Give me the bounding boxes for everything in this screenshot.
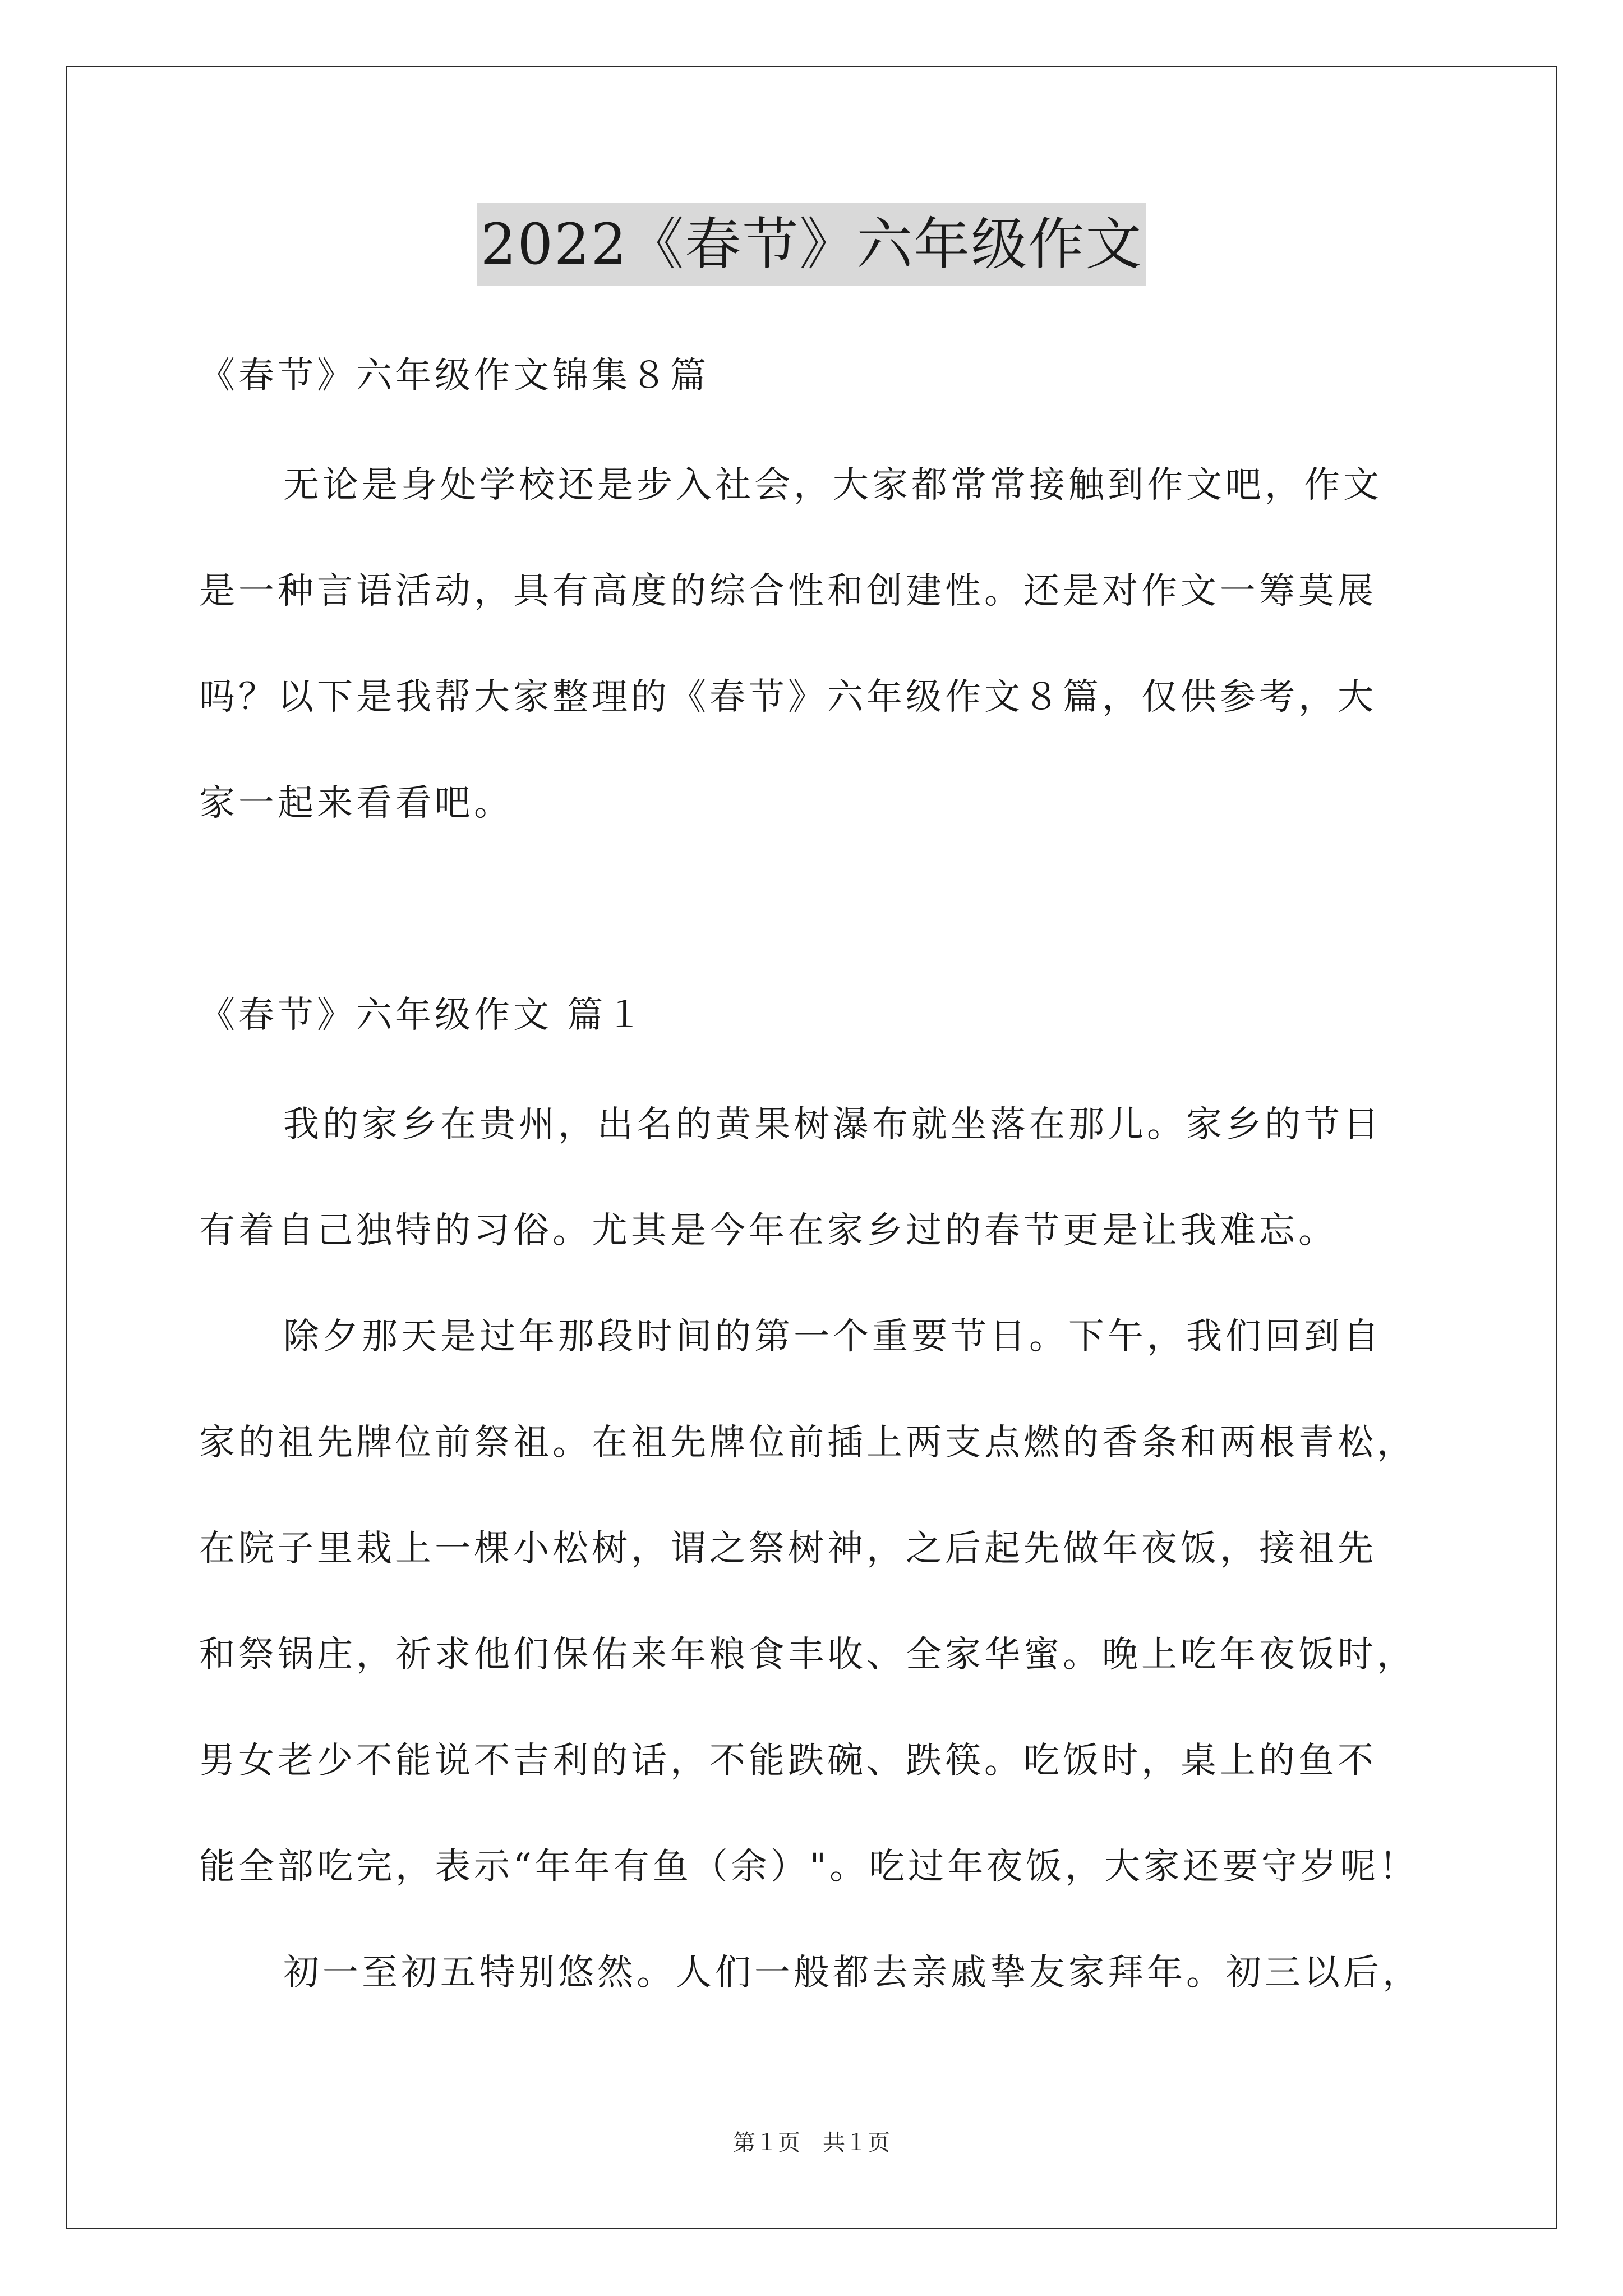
- intro-line-3: 吗？以下是我帮大家整理的《春节》六年级作文８篇，仅供参考，大: [199, 677, 1377, 718]
- intro-line-1: 无论是身处学校还是步入社会，大家都常常接触到作文吧，作文: [283, 464, 1382, 506]
- intro-line-4: 家一起来看看吧。: [199, 783, 513, 824]
- section-heading: 《春节》六年级作文 篇１: [199, 995, 646, 1036]
- paragraph-line: 能全部吃完，表示“年年有鱼（余）"。吃过年夜饭，大家还要守岁呢！: [199, 1846, 1419, 1888]
- paragraph-line: 在院子里栽上一棵小松树，谓之祭树神，之后起先做年夜饭，接祖先: [199, 1528, 1377, 1570]
- intro-line-2: 是一种言语活动，具有高度的综合性和创建性。还是对作文一筹莫展: [199, 570, 1377, 612]
- paragraph-line: 男女老少不能说不吉利的话，不能跌碗、跌筷。吃饭时，桌上的鱼不: [199, 1740, 1377, 1782]
- collection-subtitle: 《春节》六年级作文锦集８篇: [199, 355, 709, 397]
- paragraph-line: 和祭锅庄，祈求他们保佑来年粮食丰收、全家华蜜。晚上吃年夜饭时，: [199, 1634, 1416, 1676]
- paragraph-line: 除夕那天是过年那段时间的第一个重要节日。下午，我们回到自: [283, 1316, 1382, 1358]
- page-number-footer: 第１页 共１页: [733, 2130, 890, 2156]
- paragraph-line: 我的家乡在贵州，出名的黄果树瀑布就坐落在那儿。家乡的节日: [283, 1104, 1382, 1145]
- title-container: [0, 203, 1623, 286]
- paragraph-line: 初一至初五特别悠然。人们一般都去亲戚挚友家拜年。初三以后，: [283, 1952, 1422, 1994]
- paragraph-line: 有着自己独特的习俗。尤其是今年在家乡过的春节更是让我难忘。: [199, 1210, 1338, 1251]
- paragraph-line: 家的祖先牌位前祭祖。在祖先牌位前插上两支点燃的香条和两根青松，: [199, 1422, 1416, 1464]
- document-title: 2022《春节》六年级作文: [477, 203, 1146, 286]
